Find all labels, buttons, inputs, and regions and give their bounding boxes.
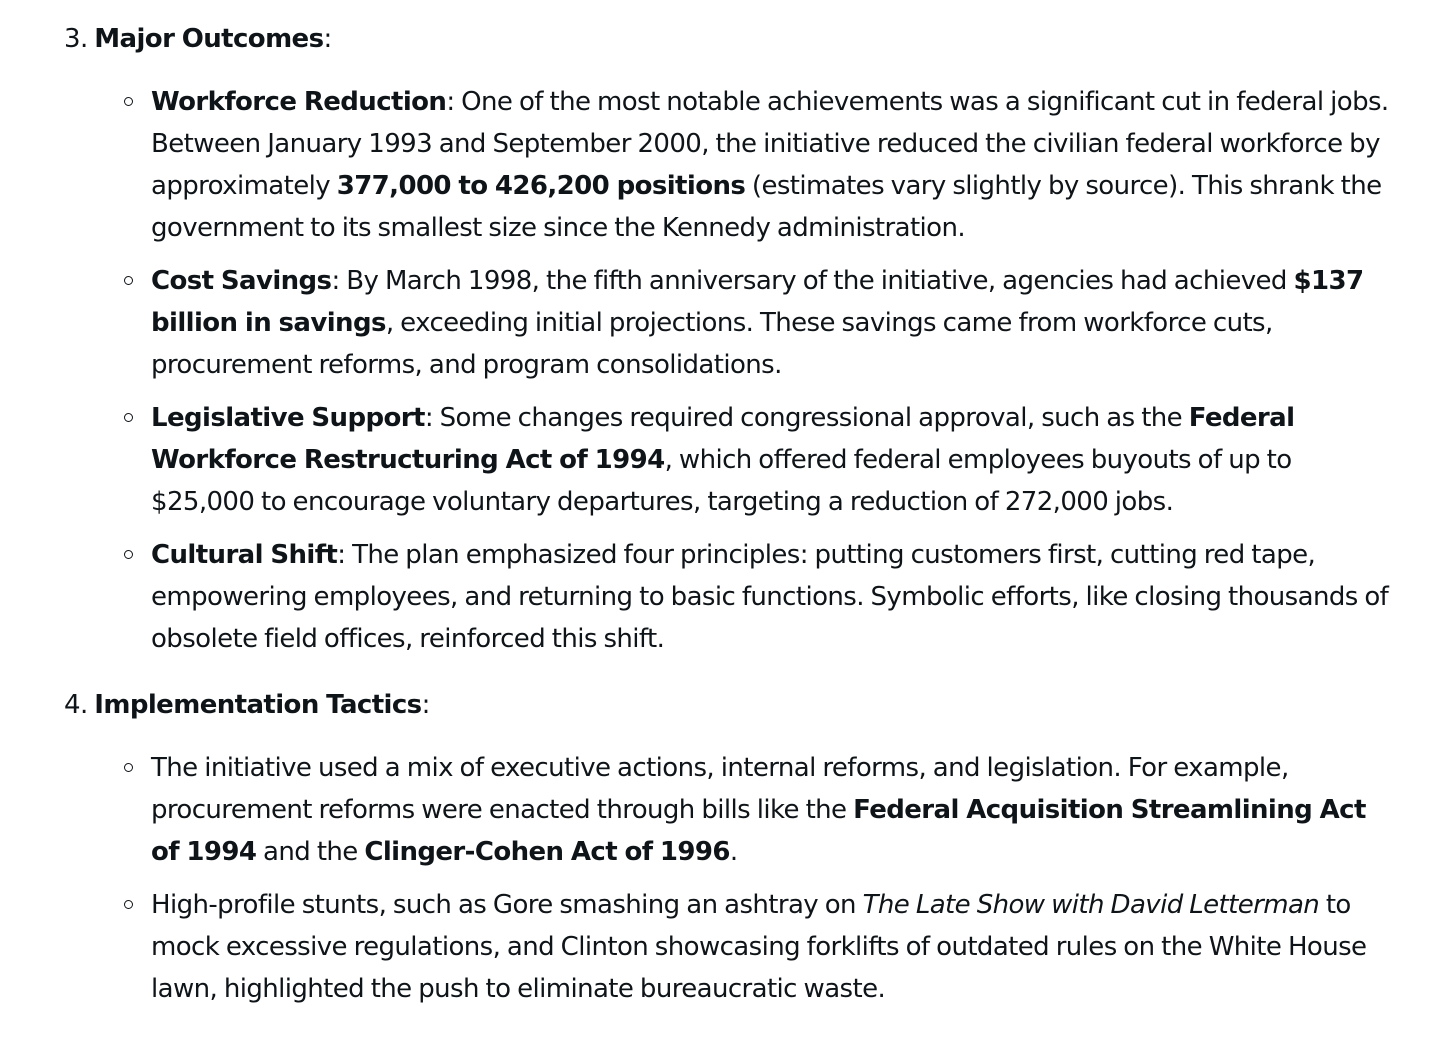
- item-emphasis: Federal Workforce Restructuring Act of 1994: [151, 403, 1295, 475]
- item-text: The initiative used a mix of executive actions, internal reforms, and legislation. For example, procurement reforms were enacted through bills like the: [151, 753, 1289, 825]
- list-item-stunts: [0, 884, 1391, 1010]
- item-text: : The plan emphasized four principles: putting customers first, cutting red tape, empowering employees, and returning to basic functions. Symbolic efforts, like closing thousands of obsolete field offices, reinforced this shift.: [151, 540, 1389, 654]
- item-emphasis: Clinger-Cohen Act of 1996: [364, 837, 730, 867]
- item-emphasis: 377,000 to 426,200 positions: [336, 171, 746, 201]
- bullet-icon: [124, 550, 133, 559]
- item-emphasis: $137 billion in savings: [151, 266, 1364, 338]
- item-text: : By March 1998, the fifth anniversary of the initiative, agencies had achieved: [331, 266, 1294, 296]
- item-label: Cultural Shift: [151, 540, 338, 570]
- bullet-icon: [124, 97, 133, 106]
- tactics-list: [0, 747, 1456, 1021]
- item-label: Workforce Reduction: [151, 87, 447, 117]
- section-heading: [64, 690, 430, 720]
- section-title-suffix: :: [323, 24, 332, 54]
- section-number: 3.: [64, 24, 88, 54]
- section-number: 4.: [64, 690, 88, 720]
- item-text: , which offered federal employees buyouts of up to $25,000 to encourage voluntary departures, targeting a reduction of 272,000 jobs.: [151, 445, 1292, 517]
- list-item-cost-savings: [0, 260, 1391, 386]
- item-text: : One of the most notable achievements was a significant cut in federal jobs. Between January 1993 and September 2000, the initiative reduced the civilian federal workforce by approximately: [151, 87, 1389, 201]
- bullet-icon: [124, 413, 133, 422]
- list-item-legislation: [0, 747, 1391, 873]
- item-text: (estimates vary slightly by source). This shrank the government to its smallest size since the Kennedy administration.: [151, 171, 1382, 243]
- section-title-suffix: :: [421, 690, 430, 720]
- item-text: , exceeding initial projections. These savings came from workforce cuts, procurement reforms, and program consolidations.: [151, 308, 1273, 380]
- section-title: Major Outcomes: [94, 24, 324, 54]
- item-text: to mock excessive regulations, and Clinton showcasing forklifts of outdated rules on the White House lawn, highlighted the push to eliminate bureaucratic waste.: [151, 890, 1367, 1004]
- item-text: High-profile stunts, such as Gore smashing an ashtray on: [151, 890, 863, 920]
- bullet-icon: [124, 276, 133, 285]
- list-item-legislative-support: [0, 397, 1391, 523]
- item-text: : Some changes required congressional approval, such as the: [424, 403, 1189, 433]
- item-text: .: [729, 837, 738, 867]
- outcomes-list: [0, 81, 1456, 671]
- item-italic-title: The Late Show with David Letterman: [862, 890, 1320, 920]
- section-heading: [64, 24, 332, 54]
- bullet-icon: [124, 900, 133, 909]
- item-emphasis: Federal Acquisition Streamlining Act of 1994: [151, 795, 1366, 867]
- list-item-cultural-shift: [0, 534, 1391, 660]
- list-item-workforce-reduction: [0, 81, 1391, 249]
- bullet-icon: [124, 763, 133, 772]
- item-text: and the: [256, 837, 365, 867]
- item-label: Legislative Support: [151, 403, 425, 433]
- item-label: Cost Savings: [151, 266, 332, 296]
- section-title: Implementation Tactics: [94, 690, 422, 720]
